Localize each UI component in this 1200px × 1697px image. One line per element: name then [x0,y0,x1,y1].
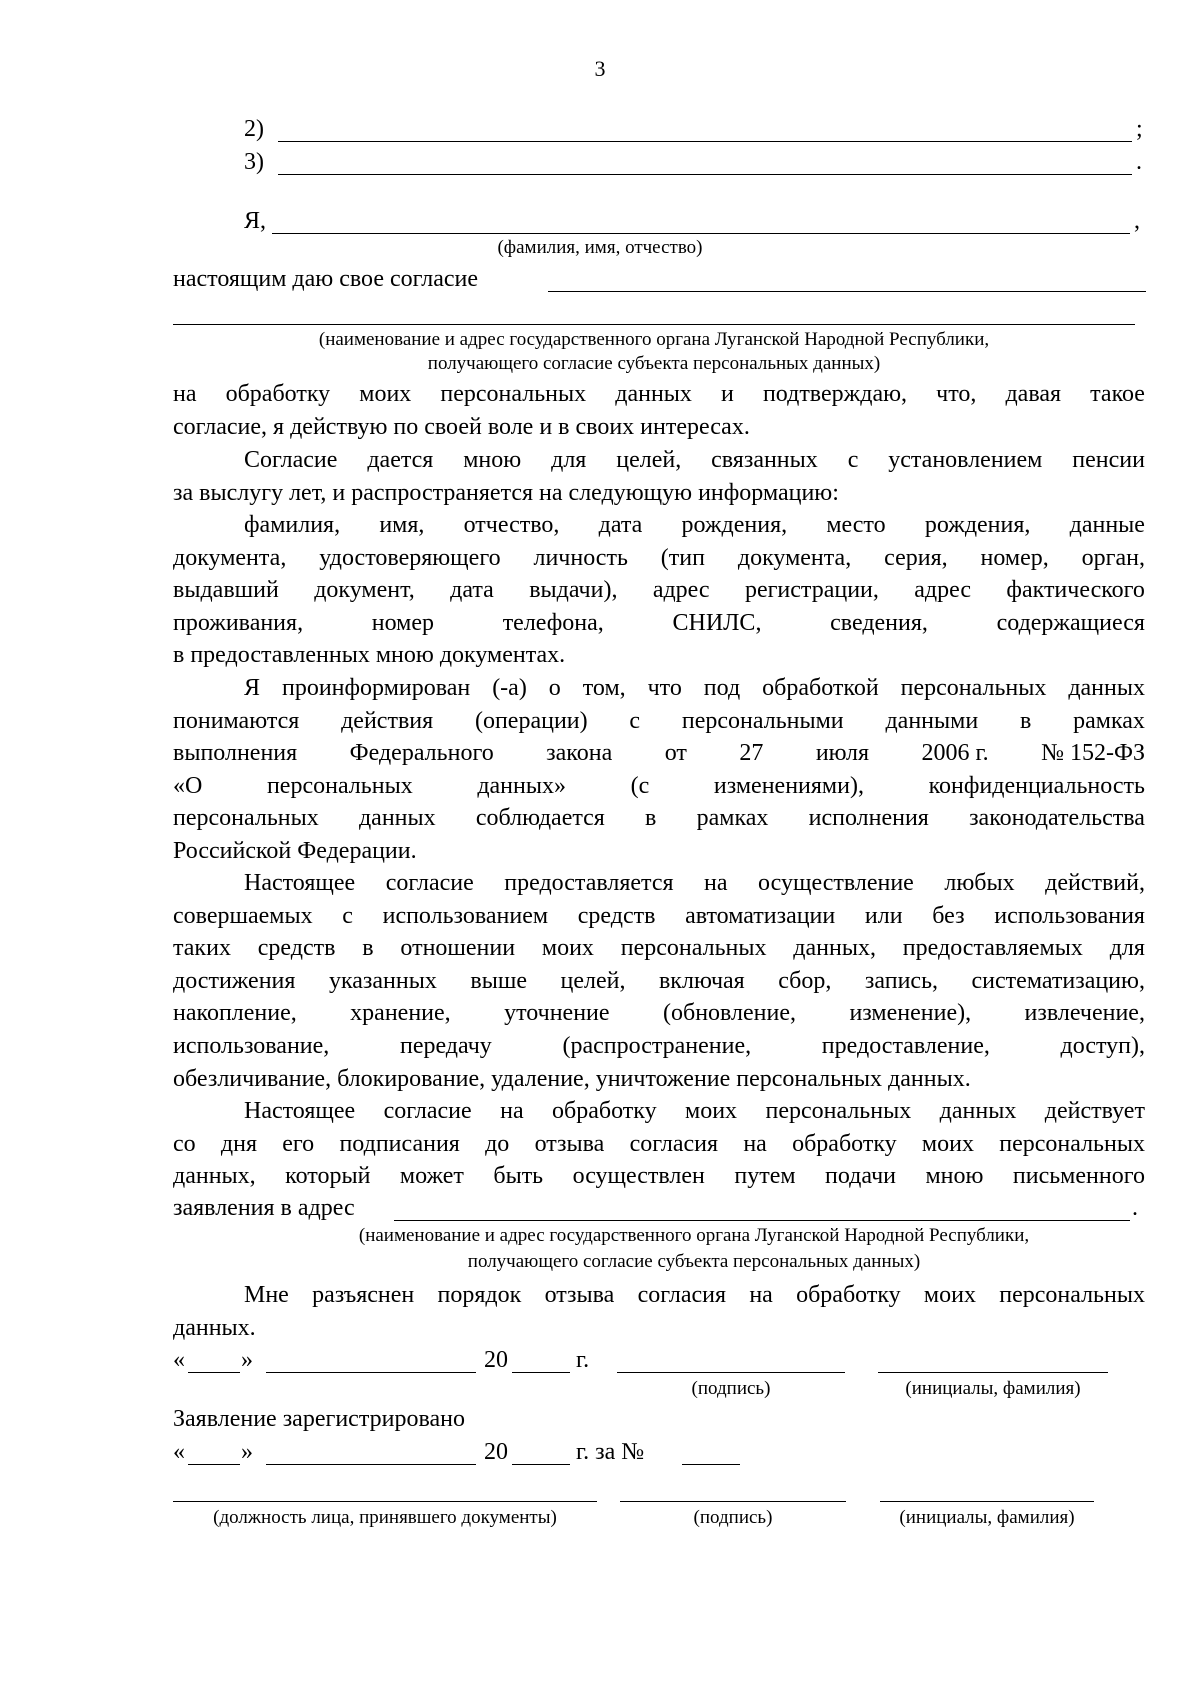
date1-year-field[interactable] [512,1372,570,1373]
paragraph-purpose [173,444,1145,509]
paragraph-validity [173,1095,1145,1193]
p2-line-1: Согласие дается мною для целей, связанных с установлением пенсии [244,447,1145,473]
date1-month-field[interactable] [266,1372,476,1373]
registration-number-field[interactable] [682,1464,740,1465]
p6-last-text: заявления в адрес [173,1195,355,1221]
date1-year-suffix: г. [576,1347,590,1373]
paragraph-explained [173,1279,1145,1344]
fio-prefix: Я, [244,208,267,234]
p7-line-1: Мне разъяснен порядок отзыва согласия на обработку моих персональных [244,1282,1145,1308]
p2-line-2: за выслугу лет, и распространяется на следующую информацию: [173,479,839,506]
p4-line-6: Российской Федерации. [173,837,417,864]
p1-line-1: на обработку моих персональных данных и подтверждаю, что, давая такое [173,381,1145,407]
p4-line-5: персональных данных соблюдается в рамках исполнения законодательства [173,805,1145,832]
date2-month-field[interactable] [266,1464,476,1465]
p3-line-1: фамилия, имя, отчество, дата рождения, место рождения, данные [244,512,1145,538]
consent-organ-field-line[interactable] [548,291,1146,292]
date2-year-prefix: 20 [484,1439,508,1465]
p6-line-2: со дня его подписания до отзыва согласия на обработку моих персональных [173,1130,1145,1157]
organ-caption-2-line-2: получающего согласие субъекта персональных данных) [467,1251,921,1272]
p4-line-3: выполнения Федерального закона от 27 июля 2006 г. № 152-ФЗ [173,740,1145,767]
date2-year-field[interactable] [512,1464,570,1465]
p5-line-6: использование, передачу (распространение, предоставление, доступ), [173,1032,1145,1059]
p5-line-4: достижения указанных выше целей, включая сбор, запись, систематизацию, [173,967,1145,994]
p6-last-end: . [1132,1195,1138,1221]
paragraph-info-list [173,509,1145,672]
p4-line-4: «О персональных данных» (с изменениями), конфиденциальность [173,772,1145,799]
initials-caption: (инициалы, фамилия) [905,1378,1081,1399]
p5-line-3: таких средств в отношении моих персональных данных, предоставляемых для [173,935,1145,962]
date1-year-prefix: 20 [484,1347,508,1373]
p3-line-3: выдавший документ, дата выдачи), адрес регистрации, адрес фактического [173,577,1145,604]
date2-number-label: г. за № [576,1439,645,1465]
final-initials-field[interactable] [880,1501,1094,1502]
p7-line-2: данных. [173,1314,256,1341]
item-3-number: 3) [244,149,264,175]
p4-line-1: Я проинформирован (-а) о том, что под обработкой персональных данных [244,675,1145,701]
initials-field[interactable] [878,1372,1108,1373]
organ-caption-2-line-1: (наименование и адрес государственного органа Луганской Народной Республики, [358,1225,1030,1246]
item-2-end: ; [1136,116,1143,142]
paragraph-informed [173,672,1145,868]
fio-caption: (фамилия, имя, отчество) [497,237,703,258]
signature-caption: (подпись) [691,1378,771,1399]
item-3-end: . [1136,149,1142,175]
paragraph-actions [173,867,1145,1095]
p5-line-2: совершаемых с использованием средств автоматизации или без использования [173,902,1145,929]
position-field[interactable] [173,1501,597,1502]
final-signature-caption: (подпись) [693,1507,773,1528]
p3-line-5: в предоставленных мною документах. [173,642,566,669]
position-caption: (должность лица, принявшего документы) [213,1507,557,1528]
date1-right-quote: » [241,1347,253,1373]
fio-field-line[interactable] [272,233,1130,234]
item-3-field-line[interactable] [278,174,1132,175]
item-2-number: 2) [244,116,264,142]
p4-line-2: понимаются действия (операции) с персональными данными в рамках [173,707,1145,734]
p3-line-2: документа, удостоверяющего личность (тип документа, серия, номер, орган, [173,544,1145,571]
item-2-field-line[interactable] [278,141,1132,142]
date2-right-quote: » [241,1439,253,1465]
page-number: 3 [594,56,606,81]
date1-day-field[interactable] [188,1372,240,1373]
p6-line-1: Настоящее согласие на обработку моих персональных данных действует [244,1098,1145,1124]
consent-organ-field-line-2[interactable] [173,324,1135,325]
registered-label: Заявление зарегистрировано [173,1406,465,1432]
date1-left-quote: « [173,1347,185,1373]
withdrawal-address-field-line[interactable] [394,1220,1130,1221]
final-signature-field[interactable] [620,1501,846,1502]
fio-end: , [1134,208,1140,234]
consent-intro: настоящим даю свое согласие [173,266,479,292]
p1-line-2: согласие, я действую по своей воле и в своих интересах. [173,413,750,440]
p5-line-7: обезличивание, блокирование, удаление, уничтожение персональных данных. [173,1065,971,1092]
organ-caption-line-1: (наименование и адрес государственного органа Луганской Народной Республики, [318,329,990,350]
paragraph-consent [173,378,1145,443]
p6-line-3: данных, который может быть осуществлен путем подачи мною письменного [173,1163,1145,1190]
p5-line-5: накопление, хранение, уточнение (обновление, изменение), извлечение, [173,1000,1145,1027]
date2-day-field[interactable] [188,1464,240,1465]
p5-line-1: Настоящее согласие предоставляется на осуществление любых действий, [244,870,1145,896]
p3-line-4: проживания, номер телефона, СНИЛС, сведения, содержащиеся [173,609,1145,636]
signature-field[interactable] [617,1372,845,1373]
final-initials-caption: (инициалы, фамилия) [899,1507,1075,1528]
date2-left-quote: « [173,1439,185,1465]
organ-caption-line-2: получающего согласие субъекта персональных данных) [427,353,881,374]
